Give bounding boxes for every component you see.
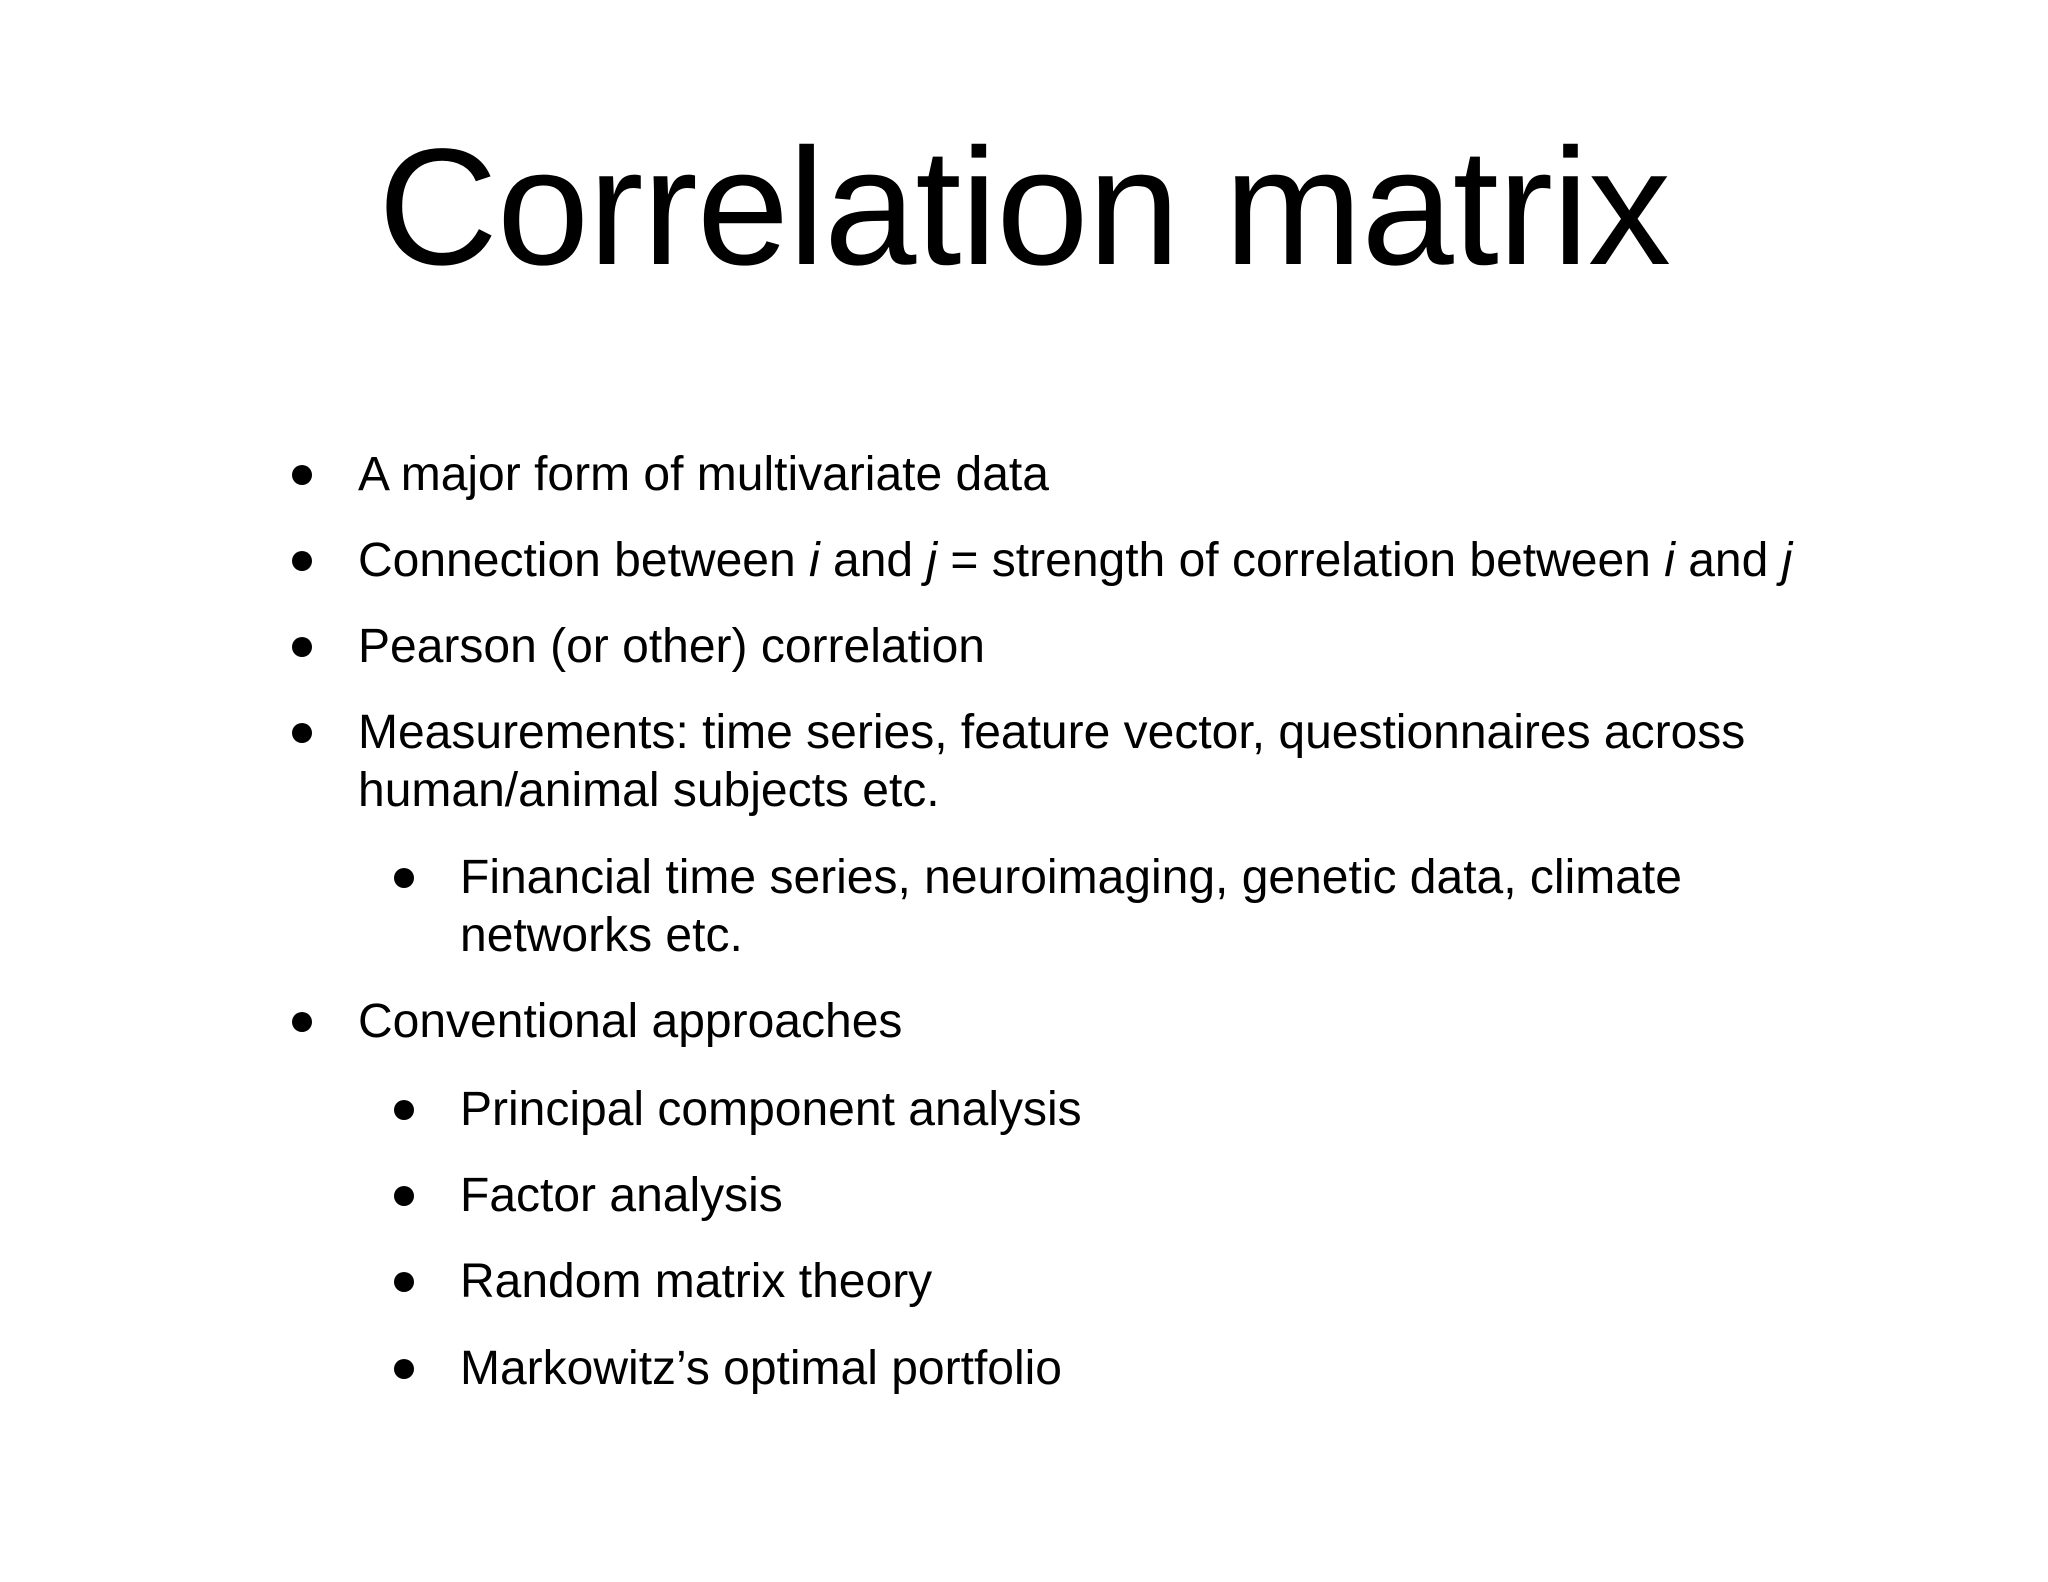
bullet-dot-icon [394, 1359, 414, 1379]
bullet-dot-icon [292, 551, 312, 571]
bullet-text: Random matrix theory [460, 1255, 933, 1308]
bullet-dot-icon [292, 1012, 312, 1032]
text-run: Connection between [358, 534, 809, 587]
bullet-text: A major form of multivariate data [358, 448, 1049, 501]
sub-bullet-item [460, 1253, 932, 1311]
bullet-text-line: Measurements: time series, feature vector, questionnaires across [358, 706, 1746, 759]
bullet-text-line: networks etc. [460, 909, 743, 962]
slide-title: Correlation matrix [378, 115, 1670, 300]
italic-variable: i [808, 534, 820, 587]
italic-variable: i [1664, 534, 1675, 587]
bullet-dot-icon [394, 868, 414, 888]
italic-variable: j [1781, 534, 1793, 587]
bullet-item [358, 704, 1745, 820]
sub-bullet-item [460, 1167, 783, 1225]
text-run: and [1674, 534, 1782, 587]
sub-bullet-item [460, 1081, 1082, 1139]
bullet-text: Principal component analysis [460, 1083, 1082, 1136]
bullet-text: Factor analysis [460, 1169, 783, 1222]
bullet-text: Pearson (or other) correlation [358, 620, 985, 673]
italic-variable: j [926, 534, 938, 587]
bullet-text: Markowitz’s optimal portfolio [460, 1342, 1062, 1395]
bullet-dot-icon [394, 1100, 414, 1120]
bullet-text-line: Financial time series, neuroimaging, genetic data, climate [460, 851, 1682, 904]
bullet-item [358, 993, 902, 1051]
sub-bullet-item [460, 849, 1682, 965]
bullet-text: Conventional approaches [358, 995, 903, 1048]
bullet-item [358, 446, 1049, 504]
bullet-dot-icon [394, 1272, 414, 1292]
bullet-dot-icon [292, 637, 312, 657]
bullet-item [358, 618, 985, 676]
text-run: = strength of correlation between [937, 534, 1665, 587]
bullet-dot-icon [394, 1186, 414, 1206]
bullet-dot-icon [292, 465, 312, 485]
bullet-item [358, 532, 1792, 590]
bullet-text [358, 532, 1792, 590]
sub-bullet-item [460, 1340, 1062, 1398]
text-run: and [819, 534, 927, 587]
bullet-text-line: human/animal subjects etc. [358, 764, 940, 817]
bullet-dot-icon [292, 723, 312, 743]
